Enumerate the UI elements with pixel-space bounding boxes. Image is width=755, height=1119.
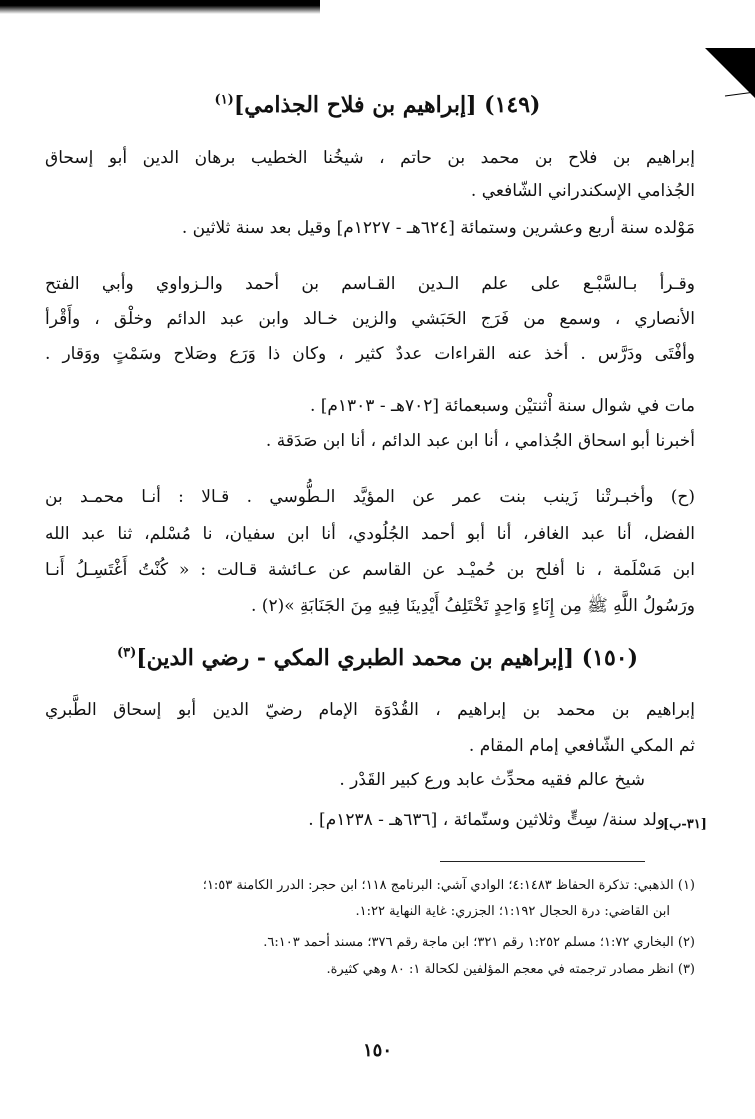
- entry-149-line-3: مَوْلده سنة أربع وعشرين وستمائة [٦٢٤هـ - ١٢٢٧م] وقيل بعد سنة ثلاثين .: [181, 218, 695, 238]
- scan-edge-shadow: [0, 0, 320, 14]
- entry-149-line-9: (ح) وأخبـرتْنا زَينب بنت عمر عن المؤيَّد الـطُّوسي . قـالا : أنـا محمـد بن: [45, 487, 695, 507]
- entry-149-line-1: إبراهيم بن فلاح بن محمد بن حاتم ، شيخُنا الخطيب برهان الدين أبو إسحاق: [45, 148, 695, 168]
- entry-149-line-8: أخبرنا أبو اسحاق الجُذامي ، أنا ابن عبد الدائم ، أنا ابن صَدَقة .: [265, 431, 695, 451]
- entry-149-line-7: مات في شوال سنة اْثنتيْن وسبعمائة [٧٠٢هـ - ١٣٠٣م] .: [309, 396, 695, 416]
- scan-corner-mark: [705, 40, 755, 100]
- entry-149-line-4: وقـرأ بـالسَّبْـع على علم الـدين القـاسم بن أحمد والـزواوي وأبي الفتح: [45, 274, 695, 294]
- entry-149-heading: (١٤٩) [إبراهيم بن فلاح الجذامي]$^{(١)}$: [214, 92, 541, 118]
- folio-margin-note: [٣١-ب]: [663, 817, 707, 832]
- footnote-2: (٢) البخاري ١:٧٢؛ مسلم ١:٢٥٢ رقم ٣٢١؛ ابن ماجة رقم ٣٧٦؛ مسند أحمد ٦:١٠٣.: [263, 935, 695, 950]
- footnote-3: (٣) انظر مصادر ترجمته في معجم المؤلفين لكحالة ١: ٨٠ وهي كثيرة.: [326, 962, 695, 977]
- footnote-1: (١) الذهبي: تذكرة الحفاظ ٤:١٤٨٣؛ الوادي آشي: البرنامج ١١٨؛ ابن حجر: الدرر الكامنة ١:٥٣؛: [202, 878, 695, 893]
- entry-149-line-6: وأفْتَى ودَرَّس . أخذ عنه القراءات عددٌ كثير ، وكان ذا وَرَع وصَلاح وسَمْتٍ ووَقار .: [45, 344, 695, 364]
- entry-150-line-1: إبراهيم بن محمد بن إبراهيم ، القُدْوَة الإمام رضيّ الدين أبو إسحاق الطَّبري: [45, 700, 695, 720]
- entry-150-heading: (١٥٠) [إبراهيم بن محمد الطبري المكي - رضي الدين]$^{(٣)}$: [116, 645, 639, 671]
- entry-149-line-11: ابن مَسْلَمة ، نا أفلح بن حُميْـد عن القاسم عن عـائشة قـالت : « كُنْتُ أَغْتَسِـلُ أَنـا: [45, 560, 695, 580]
- entry-150-line-4: ولد سنة/ سِتٍّ وثلاثين وستّمائة ، [٦٣٦هـ - ١٢٣٨م] .: [308, 810, 665, 830]
- footnote-1-cont: ابن القاضي: درة الحجال ١:١٩٢؛ الجزري: غاية النهاية ١:٢٢.: [355, 904, 670, 919]
- entry-150-line-3: شيخ عالم فقيه محدِّث عابد ورع كبير القَدْر .: [339, 770, 645, 790]
- entry-149-line-2: الجُذامي الإسكندراني الشّافعي .: [470, 181, 695, 201]
- entry-149-line-10: الفضل، أنا عبد الغافر، أنا أبو أحمد الجُلُودي، أنا ابن سفيان، نا مُسْلم، ثنا عبد الله: [45, 524, 695, 544]
- page-number: ١٥٠: [362, 1040, 392, 1061]
- entry-149-line-5: الأنصاري ، وسمع من فَرَج الحَبَشي والزين خـالد وابن عبد الدائم وخلْق ، وأَقْرأ: [45, 309, 695, 329]
- footnote-separator: [440, 861, 645, 862]
- entry-149-line-12: ورَسُولُ اللَّهِ ﷺ مِن إِنَاءٍ وَاحِدٍ تَخْتَلِفُ أَيْدِينَا فِيهِ مِنَ الجَنَابَةِ »(٢) .: [250, 596, 695, 616]
- entry-150-line-2: ثم المكي الشّافعي إمام المقام .: [468, 736, 695, 756]
